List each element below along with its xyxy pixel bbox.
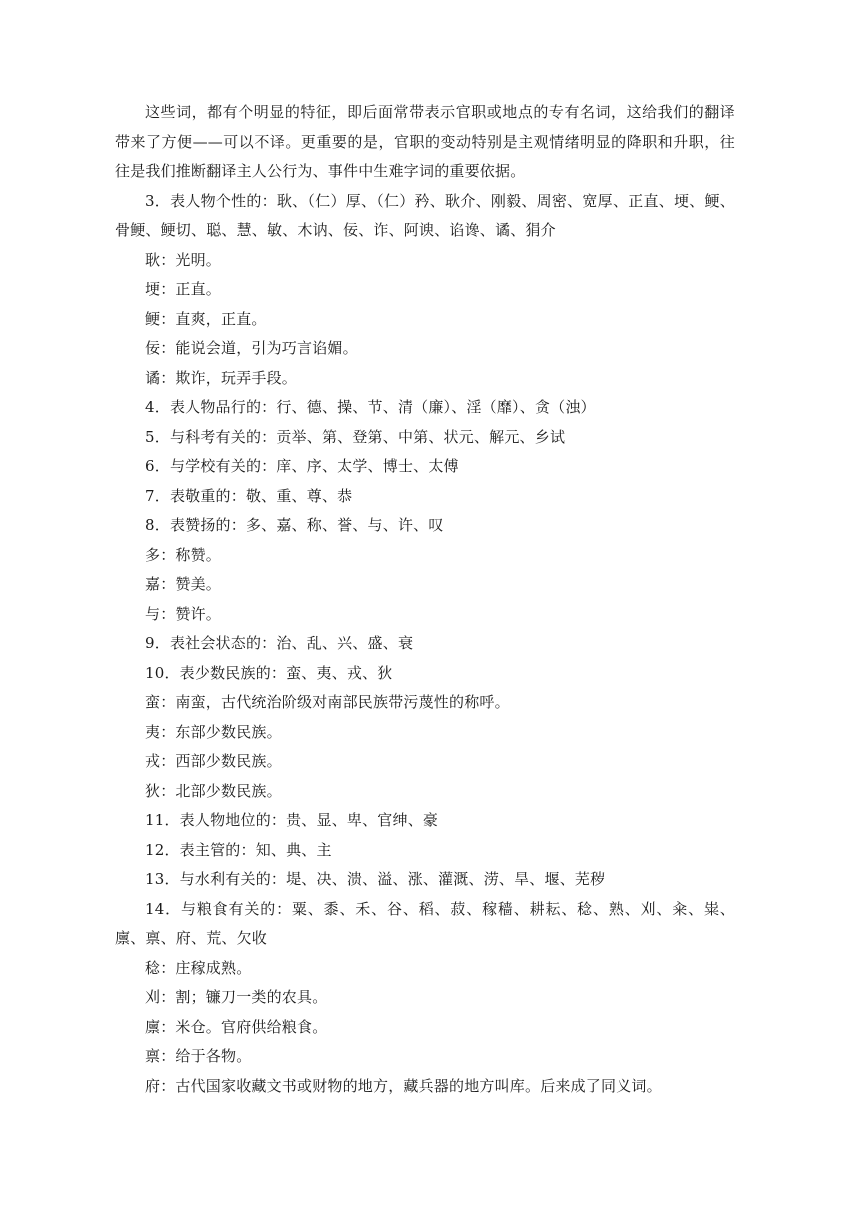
document-line: 多：称赞。 [145,545,222,564]
intro-paragraph: 这些词，都有个明显的特征，即后面常带表示官职或地点的专有名词，这给我们的翻译带来了方便——可以不译。更重要的是，官职的变动特别是主观情绪明显的降职和升职，往往是我们推断翻译主人公行为、事件中生难字词的重要依据。 [115,103,735,180]
document-line: 11．表人物地位的：贵、显、卑、官绅、豪 [145,811,439,829]
document-line: 嘉：赞美。 [145,575,222,593]
document-line: 9．表社会状态的：治、乱、兴、盛、衰 [145,634,414,652]
document-line: 府：古代国家收藏文书或财物的地方，藏兵器的地方叫库。后来成了同义词。 [145,1076,662,1095]
document-line: 6．与学校有关的：庠、序、太学、博士、太傅 [145,457,459,475]
document-line: 12．表主管的：知、典、主 [145,840,332,859]
document-line: 谲：欺诈，玩弄手段。 [145,368,298,387]
document-line: 4．表人物品行的：行、德、操、节、清（廉）、淫（靡）、贪（浊） [145,398,596,416]
document-line: 廪：米仓。官府供给粮食。 [145,1017,328,1036]
document-line: 5．与科考有关的：贡举、第、登第、中第、状元、解元、乡试 [145,427,566,446]
document-body [115,98,735,1101]
document-line: 刈：割；镰刀一类的农具。 [145,988,328,1006]
document-line: 佞：能说会道，引为巧言谄媚。 [145,339,358,357]
document-line: 3．表人物个性的：耿、（仁）厚、（仁）矜、耿介、刚毅、周密、宽厚、正直、埂、鲠、骨鲠、鲠切、聪、慧、敏、木讷、佞、诈、阿谀、谄谗、谲、狷介 [115,191,735,239]
document-line: 禀：给于各物。 [145,1047,252,1065]
document-line: 稔：庄稼成熟。 [145,958,252,977]
document-line: 蛮：南蛮，古代统治阶级对南部民族带污蔑性的称呼。 [145,693,510,711]
document-line: 戎：西部少数民族。 [145,752,282,770]
entry-list [115,187,735,1102]
document-line: 13．与水利有关的：堤、决、溃、溢、涨、灌溉、涝、旱、堰、芜秽 [145,870,606,888]
document-line: 埂：正直。 [145,280,222,298]
document-line: 狄：北部少数民族。 [145,781,282,800]
document-line: 鲠：直爽，正直。 [145,309,267,328]
document-line: 与：赞许。 [145,604,222,623]
document-line: 14．与粮食有关的：粟、黍、禾、谷、稻、菽、稼穑、耕耘、稔、熟、刈、籴、粜、廪、禀、府、荒、欠收 [115,899,735,947]
document-line: 7．表敬重的：敬、重、尊、恭 [145,486,353,505]
document-line: 夷：东部少数民族。 [145,722,282,741]
document-line: 10．表少数民族的：蛮、夷、戎、狄 [145,663,393,682]
document-line: 8．表赞扬的：多、嘉、称、誉、与、许、叹 [145,516,444,534]
document-line: 耿：光明。 [145,250,222,269]
